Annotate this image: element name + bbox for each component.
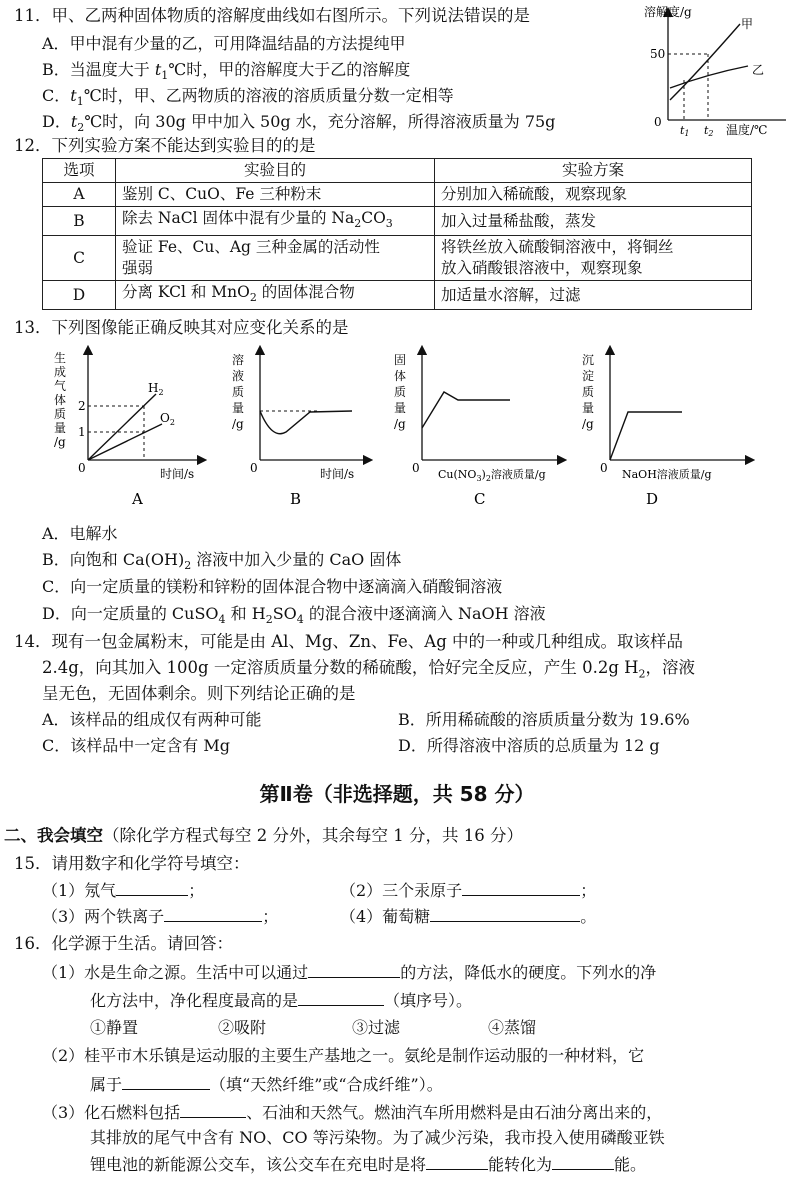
x-axis-label: 温度/℃ xyxy=(726,123,768,137)
solubility-curve-graph xyxy=(628,2,790,140)
q14-line1: 14．现有一包金属粉末，可能是由 Al、Mg、Zn、Fe、Ag 中的一种或几种组成。取该样品 xyxy=(14,632,684,651)
svg-text:固: 固 xyxy=(394,353,407,367)
svg-text:体: 体 xyxy=(54,393,67,407)
caption-d: D xyxy=(646,490,659,508)
row-plan: 加适量水溶解，过滤 xyxy=(435,281,752,310)
header-option: 选项 xyxy=(43,159,116,183)
svg-text:质: 质 xyxy=(582,385,595,399)
answer-blank[interactable] xyxy=(552,1154,614,1170)
svg-text:溶: 溶 xyxy=(232,353,245,367)
svg-text:量: 量 xyxy=(54,421,67,435)
svg-text:/g: /g xyxy=(394,417,406,431)
label-o2: $O_2$ xyxy=(160,411,175,427)
q14-option-b: B．所用稀硫酸的溶质质量分数为 19.6% xyxy=(398,710,690,729)
q16-method-2: ②吸附 xyxy=(218,1018,267,1037)
svg-text:沉: 沉 xyxy=(582,353,595,367)
q16-part2-line2: 属于 （填“天然纤维”或“合成纤维”）。 xyxy=(90,1075,443,1094)
svg-text:质: 质 xyxy=(394,385,407,399)
graph-d xyxy=(578,344,762,512)
line-o2 xyxy=(88,424,162,460)
row-plan: 分别加入稀硫酸，观察现象 xyxy=(435,183,752,207)
x-axis-label: $Cu(NO_3)_2$溶液质量/g xyxy=(438,468,546,483)
caption-c: C xyxy=(474,490,486,508)
x-axis-label: 时间/s xyxy=(320,467,355,481)
q14-line3: 呈无色，无固体剩余。则下列结论正确的是 xyxy=(42,684,356,703)
line-h2 xyxy=(88,394,156,460)
row-plan: 加入过量稀盐酸，蒸发 xyxy=(435,207,752,236)
graph-a-ylabel xyxy=(54,350,66,449)
graph-d-ylabel xyxy=(582,353,594,431)
q16-stem: 16．化学源于生活。请回答： xyxy=(14,934,233,953)
q13-option-c: C．向一定质量的镁粉和锌粉的固体混合物中逐滴滴入硝酸铜溶液 xyxy=(42,577,503,596)
row-purpose: 分离 KCl 和 MnO$_2$ 的固体混合物 xyxy=(116,281,435,310)
q12-stem: 12．下列实验方案不能达到实验目的的是 xyxy=(14,136,316,155)
q11-stem: 11．甲、乙两种固体物质的溶解度曲线如右图所示。下列说法错误的是 xyxy=(14,6,530,25)
curve-jia xyxy=(670,24,740,100)
tick-t2: t2 xyxy=(704,124,714,138)
tick-2: 2 xyxy=(78,399,86,413)
svg-text:/g: /g xyxy=(54,435,66,449)
graph-c xyxy=(386,344,572,512)
q13-option-a: A．电解水 xyxy=(42,524,118,543)
label-jia: 甲 xyxy=(741,17,754,31)
row-plan: 将铁丝放入硫酸铜溶液中，将铜丝 放入硝酸银溶液中，观察现象 xyxy=(435,236,752,281)
q16-part3-line3: 锂电池的新能源公交车，该公交车在充电时是将 能转化为 能。 xyxy=(90,1155,647,1174)
x-axis-label: NaOH溶液质量/g xyxy=(622,468,712,481)
q16-method-4: ④蒸馏 xyxy=(488,1018,537,1037)
svg-text:成: 成 xyxy=(54,365,67,379)
curve-d xyxy=(610,412,682,460)
q14-option-a: A．该样品的组成仅有两种可能 xyxy=(42,710,262,729)
q13-option-b: B．向饱和 $Ca(OH)_2$ 溶液中加入少量的 CaO 固体 xyxy=(42,550,402,573)
q16-part3-line1: （3）化石燃料包括 、石油和天然气。燃油汽车所用燃料是由石油分离出来的， xyxy=(42,1103,663,1122)
svg-text:液: 液 xyxy=(232,369,245,383)
q14-option-c: C．该样品中一定含有 Mg xyxy=(42,736,230,755)
table-row xyxy=(43,207,752,236)
svg-text:质: 质 xyxy=(54,407,67,421)
q14-option-d: D．所得溶液中溶质的总质量为 12 g xyxy=(398,736,660,755)
caption-a: A xyxy=(132,490,143,508)
answer-blank[interactable] xyxy=(298,990,384,1006)
label-yi: 乙 xyxy=(752,63,765,77)
svg-text:/g: /g xyxy=(232,417,244,431)
table-row xyxy=(43,281,752,310)
row-purpose: 鉴别 C、CuO、Fe 三种粉末 xyxy=(116,183,435,207)
table-row xyxy=(43,183,752,207)
y-axis-label: 溶解度/g xyxy=(644,5,692,19)
q16-part3-line2: 其排放的尾气中含有 NO、CO 等污染物。为了减少污染，我市投入使用磷酸亚铁 xyxy=(90,1128,665,1147)
answer-blank[interactable] xyxy=(462,880,580,896)
row-option: B xyxy=(43,207,116,236)
q11-option-d: D．$t_2℃$时，向 30g 甲中加入 50g 水，充分溶解，所得溶液质量为 75g xyxy=(42,112,556,135)
origin-label: 0 xyxy=(412,461,420,475)
answer-blank[interactable] xyxy=(122,1074,210,1090)
svg-text:体: 体 xyxy=(394,369,407,383)
q11-option-b: B．当温度大于 $t_1℃$时，甲的溶解度大于乙的溶解度 xyxy=(42,60,411,83)
curve-b xyxy=(260,411,352,434)
origin-label: 0 xyxy=(78,461,86,475)
svg-text:量: 量 xyxy=(394,401,407,415)
curve-c xyxy=(422,392,510,428)
tick-t1: t1 xyxy=(680,124,690,138)
tick-1: 1 xyxy=(78,425,86,439)
q14-line2: 2.4g，向其加入 100g 一定溶质质量分数的稀硫酸，恰好完全反应，产生 0.2g $H_2$，溶液 xyxy=(42,658,696,681)
svg-text:生: 生 xyxy=(54,351,67,365)
q16-part1-line1: （1）水是生命之源。生活中可以通过 的方法，降低水的硬度。下列水的净 xyxy=(42,963,657,982)
answer-blank[interactable] xyxy=(116,880,188,896)
svg-text:量: 量 xyxy=(582,401,595,415)
part2-title: 第Ⅱ卷（非选择题，共 58 分） xyxy=(259,782,535,806)
q15-stem: 15．请用数字和化学符号填空： xyxy=(14,854,250,873)
section2-heading: 二、我会填空（除化学方程式每空 2 分外，其余每空 1 分，共 16 分） xyxy=(4,826,523,845)
row-purpose: 验证 Fe、Cu、Ag 三种金属的活动性 强弱 xyxy=(116,236,435,281)
graph-b-ylabel xyxy=(232,352,244,431)
origin-label: 0 xyxy=(600,461,608,475)
svg-text:量: 量 xyxy=(232,401,245,415)
table-header-row xyxy=(43,159,752,183)
row-option: A xyxy=(43,183,116,207)
answer-blank[interactable] xyxy=(180,1102,246,1118)
svg-text:淀: 淀 xyxy=(582,369,595,383)
q16-method-1: ①静置 xyxy=(90,1018,139,1037)
tick-50: 50 xyxy=(650,47,666,61)
caption-b: B xyxy=(290,490,302,508)
graph-b xyxy=(228,344,378,512)
q13-stem: 13．下列图像能正确反映其对应变化关系的是 xyxy=(14,318,349,337)
q12-table xyxy=(42,158,752,310)
row-purpose: 除去 NaCl 固体中混有少量的 $Na_2CO_3$ xyxy=(116,207,435,236)
q16-part2-line1: （2）桂平市木乐镇是运动服的主要生产基地之一。氨纶是制作运动服的一种材料，它 xyxy=(42,1046,645,1065)
header-plan: 实验方案 xyxy=(435,159,752,183)
graph-a xyxy=(52,344,222,512)
answer-blank[interactable] xyxy=(430,906,580,922)
q15-item-3: （3）两个铁离子 ； xyxy=(42,907,279,926)
x-axis-label: 时间/s xyxy=(160,467,195,481)
row-option: C xyxy=(43,236,116,281)
q13-option-d: D．向一定质量的 CuSO$_4$ 和 $H_2SO_4$ 的混合液中逐滴滴入 NaOH 溶液 xyxy=(42,604,546,627)
q16-part1-line2: 化方法中，净化程度最高的是 （填序号）。 xyxy=(90,991,473,1010)
graph-c-ylabel xyxy=(394,353,406,431)
header-purpose: 实验目的 xyxy=(116,159,435,183)
answer-blank[interactable] xyxy=(308,962,400,978)
curve-yi xyxy=(670,66,748,88)
svg-text:质: 质 xyxy=(232,385,245,399)
svg-text:/g: /g xyxy=(582,417,594,431)
q11-option-c: C．$t_1℃$时，甲、乙两物质的溶液的溶质质量分数一定相等 xyxy=(42,86,454,109)
q11-option-a: A．甲中混有少量的乙，可用降温结晶的方法提纯甲 xyxy=(42,34,406,53)
row-option: D xyxy=(43,281,116,310)
answer-blank[interactable] xyxy=(164,906,262,922)
label-h2: $H_2$ xyxy=(148,381,164,397)
origin-label: 0 xyxy=(250,461,258,475)
table-row xyxy=(43,236,752,281)
q15-item-4: （4）葡萄糖 。 xyxy=(340,907,597,926)
origin-label: 0 xyxy=(654,115,662,129)
q15-item-1: （1）氖气 ； xyxy=(42,881,205,900)
q15-item-2: （2）三个汞原子 ； xyxy=(340,881,597,900)
q16-method-3: ③过滤 xyxy=(352,1018,401,1037)
answer-blank[interactable] xyxy=(426,1154,488,1170)
svg-text:气: 气 xyxy=(54,379,67,393)
